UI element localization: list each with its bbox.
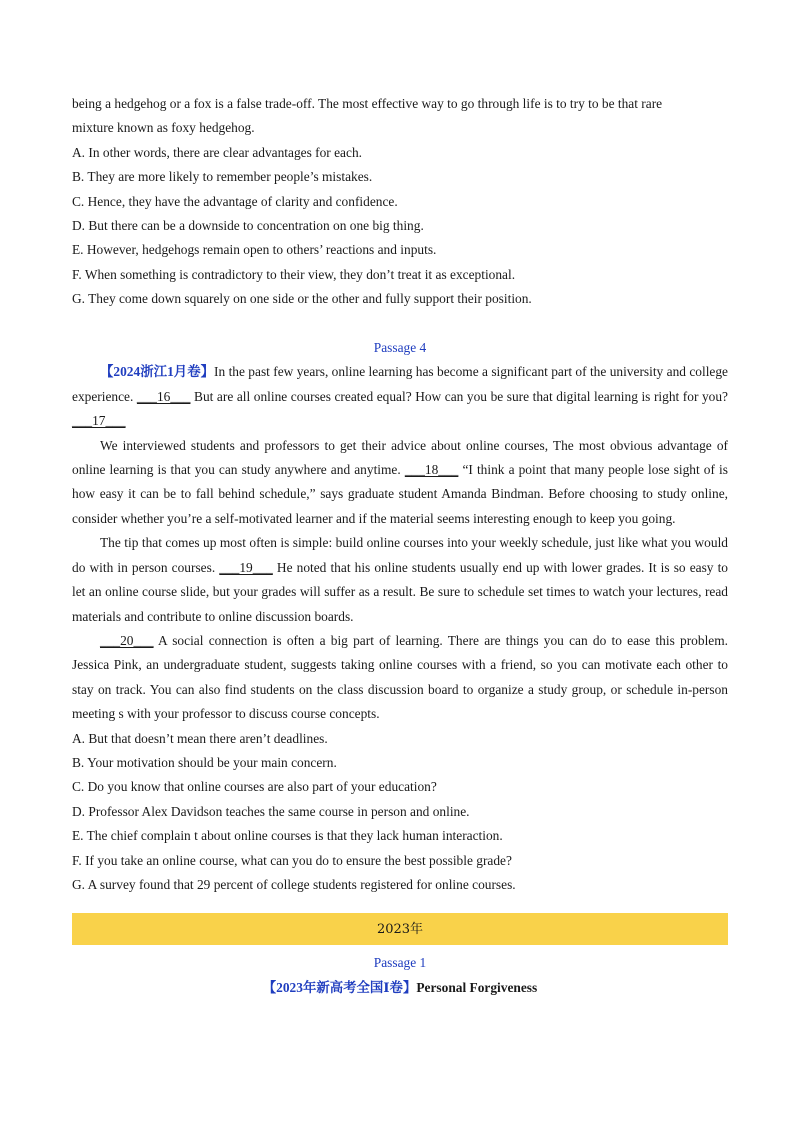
blank-17: ___17___ (72, 413, 126, 429)
p3-text-b: He noted that his online students usually end up with lower grades. It is so easy to let an online course slide, but your grades will suffer as a result. Be sure to schedule set times to watch your lectures, read materials and contribute to online discussion boards. (72, 559, 728, 624)
option-c: C. Hence, they have the advantage of clarity and confidence. (72, 193, 398, 209)
option-a: A. In other words, there are clear advantages for each. (72, 144, 362, 160)
page-content (72, 92, 728, 1000)
passage4-paragraph-4 (72, 629, 728, 727)
p3-text-a: The tip that comes up most often is simple: build online courses into your weekly schedule, just like what you would do with in person courses. (72, 535, 728, 575)
blank-20: ___20___ (100, 632, 154, 648)
intro-line-2: mixture known as foxy hedgehog. (72, 120, 255, 136)
option-f: F. When something is contradictory to their view, they don’t treat it as exceptional. (72, 266, 516, 282)
option-b: B. They are more likely to remember people’s mistakes. (72, 169, 373, 185)
option-g: G. They come down squarely on one side or the other and fully support their position. (72, 291, 532, 307)
year-section-band (72, 913, 728, 945)
passage1-title: Personal Forgiveness (416, 979, 538, 995)
passage1-title-line (72, 976, 728, 1000)
p2-text-a: We interviewed students and professors to get their advice about online courses, The most obvious advantage of online learning is that you can study anywhere and anytime. (72, 437, 728, 478)
option-e: E. However, hedgehogs remain open to others’ reactions and inputs. (72, 242, 437, 258)
intro-line-1: being a hedgehog or a fox is a false trade-off. The most effective way to go through life is to try to be that rare (72, 96, 663, 111)
passage4-options (72, 727, 728, 898)
option-d: D. But there can be a downside to concentration on one big thing. (72, 218, 424, 234)
passage1-source: 【2023年新高考全国Ⅰ卷】 (262, 979, 417, 995)
p4-option-g: G. A survey found that 29 percent of college students registered for online courses. (72, 876, 516, 892)
p1-text-b: But are all online courses created equal? How can you be sure that digital learning is right for you? (190, 388, 728, 404)
year-label: 2023年 (376, 922, 424, 938)
p2-text-b: “I think a point that many people lose sight of is how easy it can be to fall behind schedule,” says graduate student Amanda Bindman. Before choosing to study online, consider whether you’re a self-motivated learner and if the material seems interesting enough to keep you going. (72, 462, 728, 526)
passage4-paragraph-3 (72, 531, 728, 629)
passage1-heading: Passage 1 (373, 955, 427, 971)
p4-option-b: B. Your motivation should be your main concern. (72, 754, 337, 770)
p4-option-c: C. Do you know that online courses are also part of your education? (72, 779, 437, 795)
p1-text-a: In the past few years, online learning has become a significant part of the university and college experience. (72, 364, 728, 404)
p4-option-d: D. Professor Alex Davidson teaches the same course in person and online. (72, 803, 470, 819)
p4-option-e: E. The chief complain t about online courses is that they lack human interaction. (72, 828, 503, 844)
passage4-source: 【2024浙江1月卷】 (100, 364, 215, 380)
passage4-paragraph-2 (72, 434, 728, 532)
blank-18: ___18___ (404, 462, 459, 478)
p4-text-a: A social connection is often a big part of learning. There are things you can do to ease this problem. Jessica Pink, an undergraduate student, suggests taking online courses with a friend, so you can motivate each other to stay on track. You can also find students on the class discussion board to organize a study group, or schedule in-person meeting s with your professor to discuss course concepts. (72, 632, 728, 722)
p4-option-f: F. If you take an online course, what can you do to ensure the best possible grade? (72, 852, 512, 868)
blank-16: ___16___ (136, 388, 191, 404)
blank-19: ___19___ (219, 559, 273, 575)
p4-option-a: A. But that doesn’t mean there aren’t deadlines. (72, 730, 328, 746)
passage3-options (72, 141, 728, 312)
passage4-heading: Passage 4 (373, 340, 427, 356)
passage4-paragraph-1 (72, 360, 728, 433)
